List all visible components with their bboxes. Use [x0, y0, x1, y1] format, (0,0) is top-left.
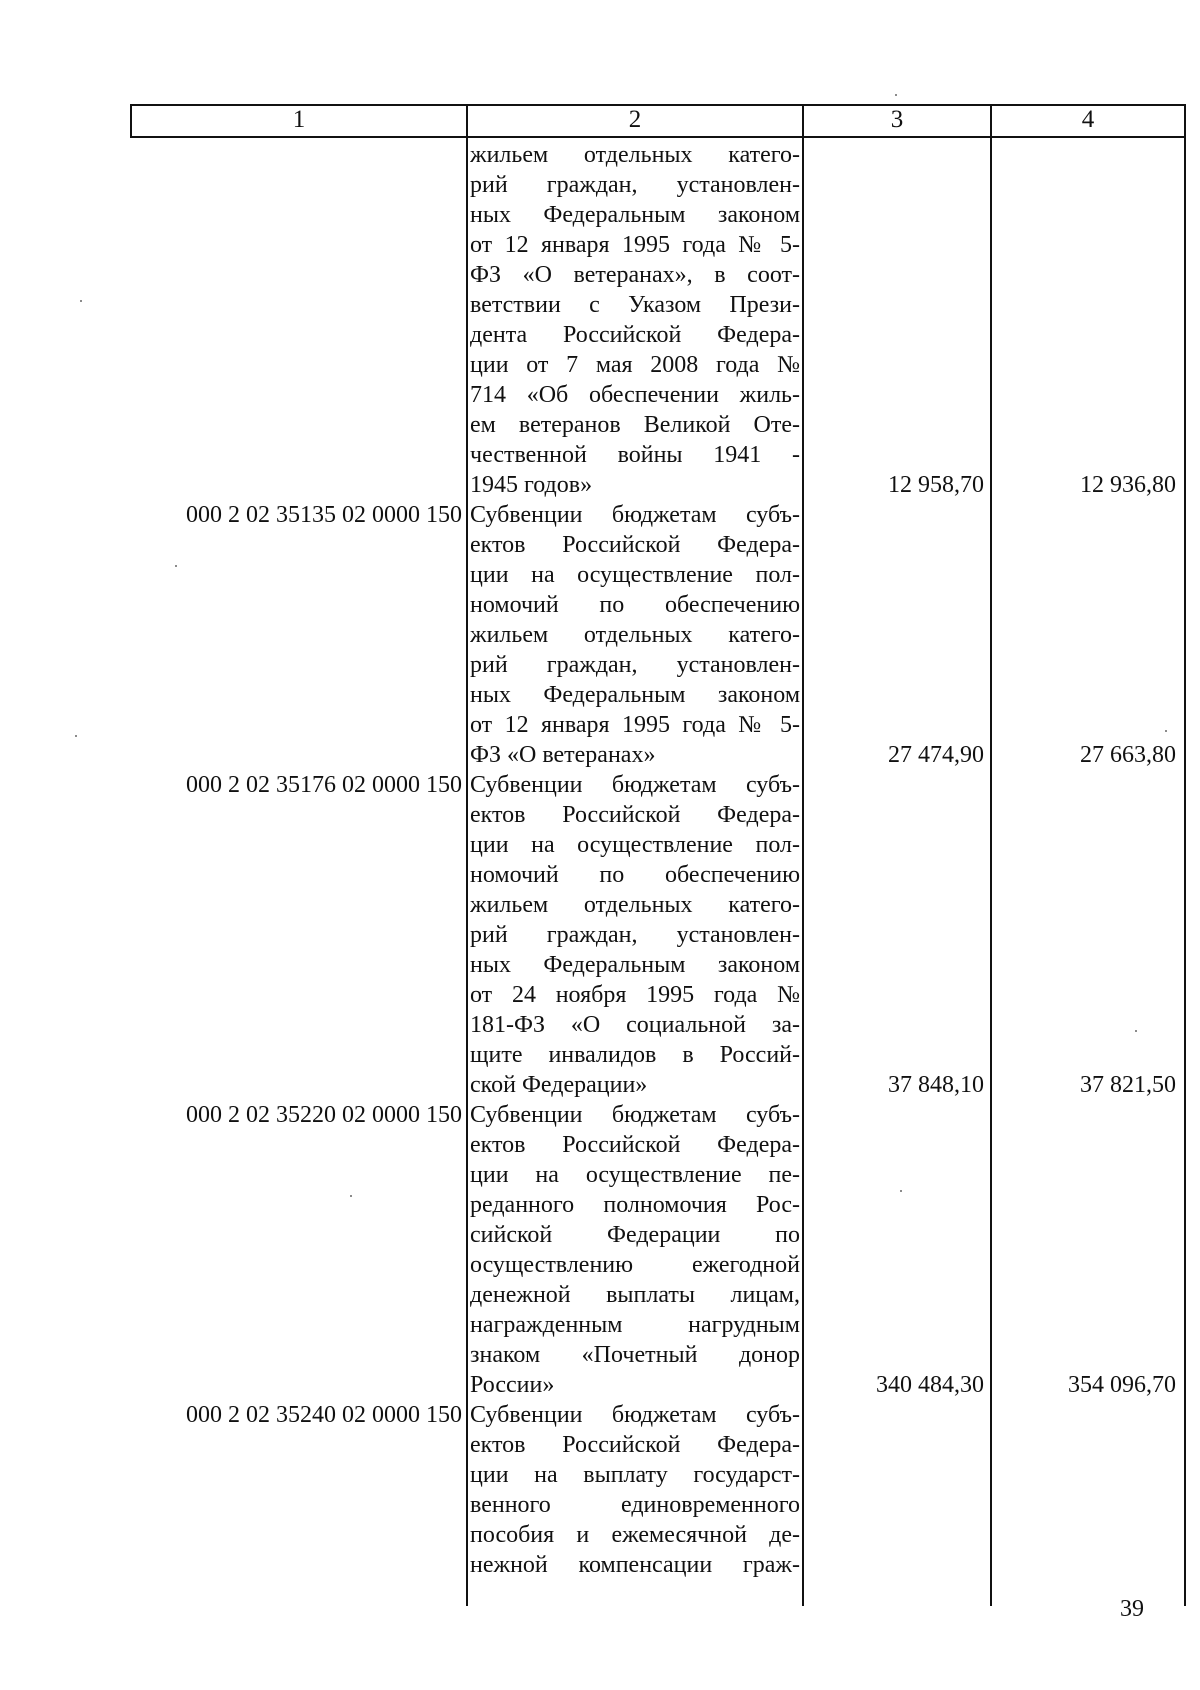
row-description: [470, 1400, 800, 1580]
text-line: рий граждан, установлен-: [470, 172, 800, 198]
table-right-border: [1184, 104, 1186, 1606]
column-divider-1-2: [466, 104, 468, 1606]
continuation-description: [470, 140, 800, 500]
text-line: осуществлению ежегодной: [470, 1252, 800, 1278]
continuation-col3-value: 12 958,70: [888, 472, 984, 498]
row-code: 000 2 02 35135 02 0000 150: [186, 502, 462, 528]
text-line: номочий по обеспечению: [470, 862, 800, 888]
text-line: венного единовременного: [470, 1492, 800, 1518]
scan-speck: [900, 1190, 902, 1192]
text-line: ных Федеральным законом: [470, 682, 800, 708]
text-line: денежной выплаты лицам,: [470, 1282, 800, 1308]
text-line: Субвенции бюджетам субъ-: [470, 502, 800, 528]
text-line: рий граждан, установлен-: [470, 922, 800, 948]
page-number: 39: [1120, 1596, 1144, 1622]
text-line: чественной войны 1941 -: [470, 442, 800, 468]
text-line: ветствии с Указом Прези-: [470, 292, 800, 318]
row-col4-value: 37 821,50: [1080, 1072, 1176, 1098]
scan-speck: [350, 1195, 352, 1197]
text-line: ции на осуществление пе-: [470, 1162, 800, 1188]
text-line: от 24 ноября 1995 года №: [470, 982, 800, 1008]
text-line: ектов Российской Федера-: [470, 1432, 800, 1458]
column-header-2: 2: [628, 106, 642, 133]
text-line: Субвенции бюджетам субъ-: [470, 1102, 800, 1128]
text-line: щите инвалидов в Россий-: [470, 1042, 800, 1068]
text-line: Субвенции бюджетам субъ-: [470, 772, 800, 798]
text-line: ных Федеральным законом: [470, 202, 800, 228]
scan-speck: [1135, 1030, 1137, 1032]
text-line: 1945 годов»: [470, 472, 593, 498]
continuation-col4-value: 12 936,80: [1080, 472, 1176, 498]
text-line: ФЗ «О ветеранах», в соот-: [470, 262, 800, 288]
row-col4-value: 27 663,80: [1080, 742, 1176, 768]
row-description: [470, 500, 800, 770]
row-col3-value: 340 484,30: [876, 1372, 984, 1398]
text-line: ции на осуществление пол-: [470, 832, 800, 858]
text-line: рий граждан, установлен-: [470, 652, 800, 678]
row-col3-value: 27 474,90: [888, 742, 984, 768]
header-bottom-border: [130, 136, 1186, 138]
text-line: России»: [470, 1372, 555, 1398]
text-line: ФЗ «О ветеранах»: [470, 742, 656, 768]
text-line: сийской Федерации по: [470, 1222, 800, 1248]
text-line: номочий по обеспечению: [470, 592, 800, 618]
text-line: ции от 7 мая 2008 года №: [470, 352, 800, 378]
text-line: дента Российской Федера-: [470, 322, 800, 348]
text-line: ектов Российской Федера-: [470, 1132, 800, 1158]
text-line: знаком «Почетный донор: [470, 1342, 800, 1368]
text-line: от 12 января 1995 года № 5-: [470, 232, 800, 258]
row-col4-value: 354 096,70: [1068, 1372, 1176, 1398]
row-code: 000 2 02 35240 02 0000 150: [186, 1402, 462, 1428]
text-line: жильем отдельных катего-: [470, 142, 800, 168]
scan-speck: [75, 735, 77, 737]
text-line: 714 «Об обеспечении жиль-: [470, 382, 800, 408]
text-line: ции на осуществление пол-: [470, 562, 800, 588]
text-line: Субвенции бюджетам субъ-: [470, 1402, 800, 1428]
scan-speck: [80, 300, 82, 302]
row-code: 000 2 02 35176 02 0000 150: [186, 772, 462, 798]
row-description: [470, 770, 800, 1100]
row-description: [470, 1100, 800, 1400]
column-header-3: 3: [890, 106, 904, 133]
scan-speck: [895, 94, 897, 96]
text-line: нежной компенсации граж-: [470, 1552, 800, 1578]
text-line: от 12 января 1995 года № 5-: [470, 712, 800, 738]
scan-speck: [1165, 730, 1167, 732]
text-line: жильем отдельных катего-: [470, 622, 800, 648]
text-line: 181-ФЗ «О социальной за-: [470, 1012, 800, 1038]
row-code: 000 2 02 35220 02 0000 150: [186, 1102, 462, 1128]
text-line: жильем отдельных катего-: [470, 892, 800, 918]
column-header-4: 4: [1081, 106, 1095, 133]
text-line: пособия и ежемесячной де-: [470, 1522, 800, 1548]
text-line: ных Федеральным законом: [470, 952, 800, 978]
text-line: ектов Российской Федера-: [470, 532, 800, 558]
text-line: реданного полномочия Рос-: [470, 1192, 800, 1218]
text-line: ции на выплату государст-: [470, 1462, 800, 1488]
text-line: ем ветеранов Великой Оте-: [470, 412, 800, 438]
column-header-1: 1: [292, 106, 306, 133]
text-line: награжденным нагрудным: [470, 1312, 800, 1338]
scan-speck: [175, 565, 177, 567]
text-line: ектов Российской Федера-: [470, 802, 800, 828]
row-col3-value: 37 848,10: [888, 1072, 984, 1098]
text-line: ской Федерации»: [470, 1072, 648, 1098]
